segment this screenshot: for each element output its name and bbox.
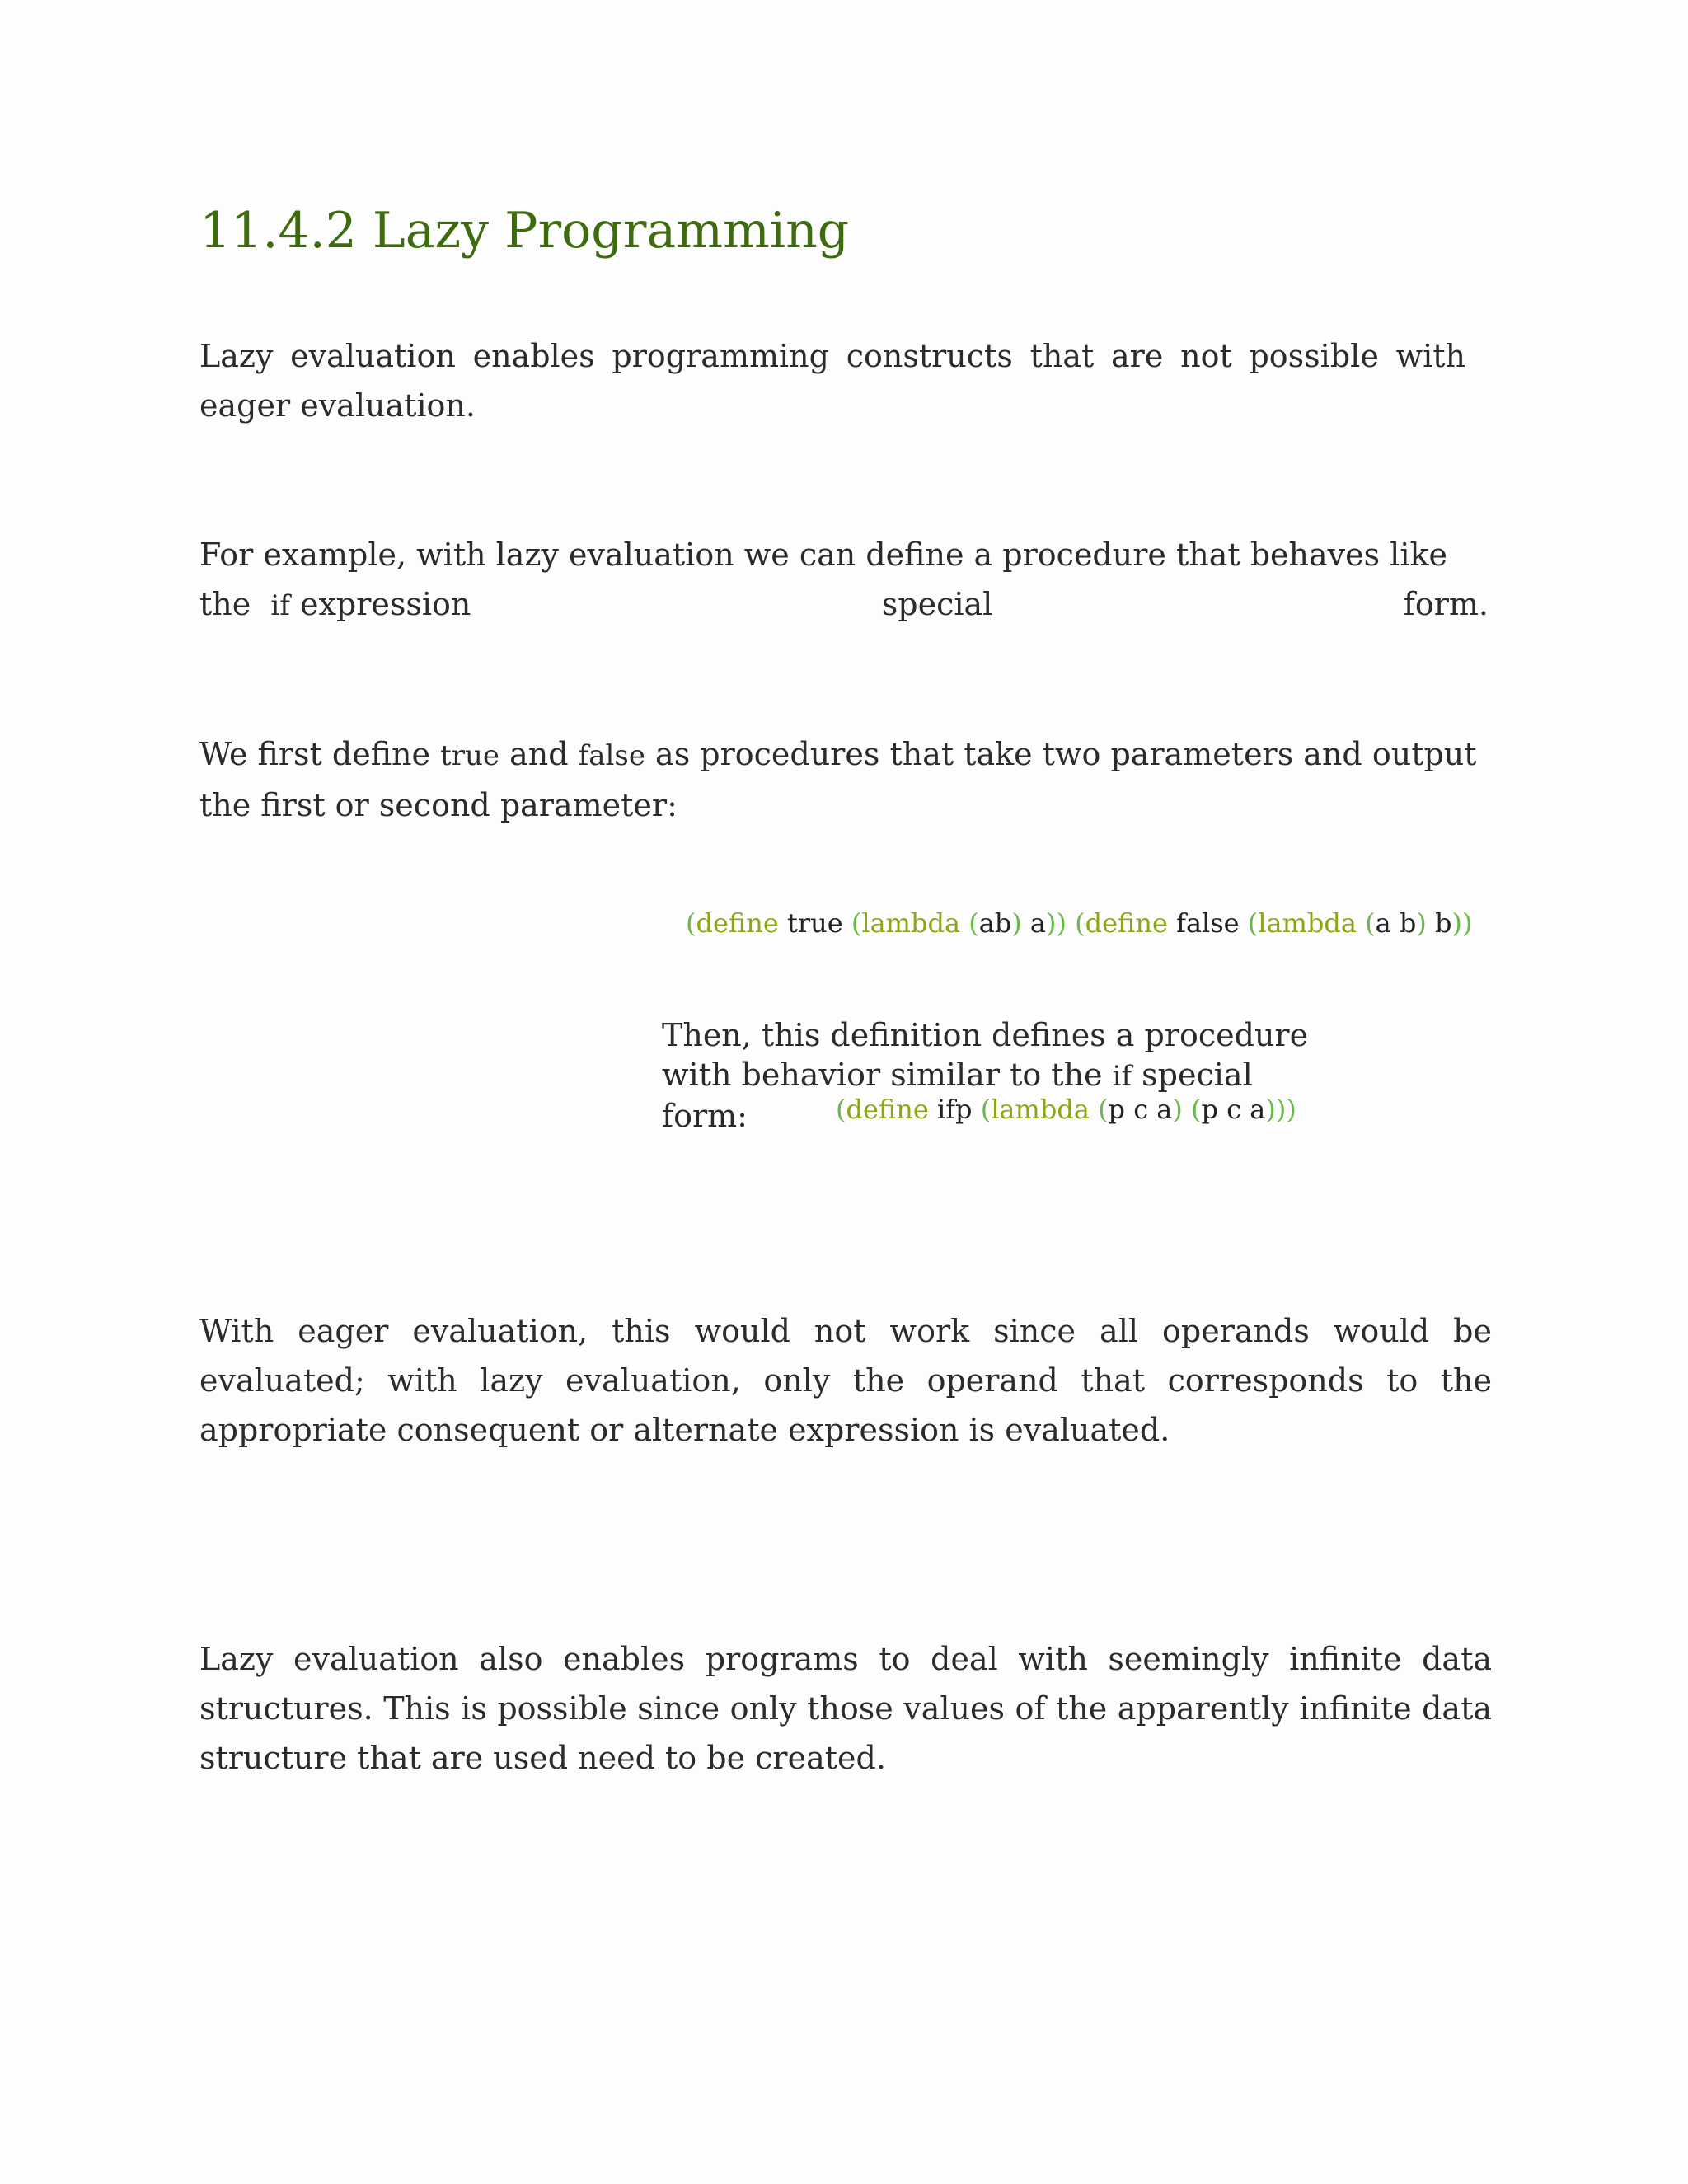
code-keyword: lambda bbox=[991, 1094, 1090, 1125]
code-space bbox=[960, 907, 968, 939]
section-heading: 11.4.2 Lazy Programming bbox=[199, 202, 850, 260]
code-identifier: p c a bbox=[1108, 1094, 1173, 1125]
code-paren: ( bbox=[686, 907, 696, 939]
code-space bbox=[1067, 907, 1075, 939]
code-identifier: a bbox=[1021, 907, 1046, 939]
code-paren: ) bbox=[1416, 907, 1427, 939]
paragraph-line bbox=[199, 579, 1489, 630]
inline-code-if: if bbox=[1112, 1060, 1132, 1093]
code-paren: ( bbox=[1365, 907, 1376, 939]
code-space bbox=[1183, 1094, 1191, 1125]
paragraph-if-example bbox=[199, 530, 1489, 630]
code-identifier: a b bbox=[1375, 907, 1417, 939]
text-span: the bbox=[199, 586, 251, 622]
code-space bbox=[1090, 1094, 1098, 1125]
text-span: and bbox=[499, 736, 579, 772]
paragraph-word: special bbox=[881, 586, 993, 622]
code-paren: ) bbox=[1011, 907, 1022, 939]
code-keyword: define bbox=[696, 907, 779, 939]
paragraph-lazy-constructs: Lazy evaluation enables programming constructs that are not possible with eager evaluation. bbox=[199, 338, 1465, 424]
text-span: Then, this definition defines a procedure with behavior similar to the bbox=[662, 1017, 1309, 1093]
text-span: as procedures that take two parameters and output the first or second parameter: bbox=[199, 736, 1477, 823]
code-paren: ( bbox=[980, 1094, 992, 1125]
code-keyword: define bbox=[846, 1094, 929, 1125]
code-keyword: lambda bbox=[861, 907, 961, 939]
text-span: expression bbox=[299, 586, 471, 622]
code-paren: )) bbox=[1045, 907, 1067, 939]
code-paren: ( bbox=[836, 1094, 846, 1125]
paragraph-word bbox=[199, 579, 471, 630]
code-identifier: false bbox=[1167, 907, 1248, 939]
code-block-ifp bbox=[836, 1093, 1296, 1126]
code-paren: ( bbox=[851, 907, 862, 939]
code-keyword: lambda bbox=[1258, 907, 1357, 939]
code-identifier: true bbox=[778, 907, 851, 939]
code-space bbox=[1357, 907, 1365, 939]
paragraph-true-false bbox=[199, 729, 1492, 830]
code-identifier: p c a bbox=[1201, 1094, 1266, 1125]
code-identifier: b bbox=[1426, 907, 1452, 939]
paragraph-word: form. bbox=[1403, 586, 1489, 622]
paragraph-line: For example, with lazy evaluation we can define a procedure that behaves like bbox=[199, 537, 1448, 573]
code-paren: ( bbox=[968, 907, 979, 939]
code-paren: ( bbox=[1247, 907, 1259, 939]
paragraph-eager-vs-lazy: With eager evaluation, this would not work since all operands would be evaluated; with lazy evaluation, only the operand that corresponds to the appropriate consequent or alternate expression is evaluated. bbox=[199, 1313, 1492, 1448]
code-paren: ))) bbox=[1265, 1094, 1296, 1125]
code-paren: )) bbox=[1451, 907, 1473, 939]
code-keyword: define bbox=[1085, 907, 1168, 939]
code-paren: ) bbox=[1172, 1094, 1183, 1125]
text-span: special form: bbox=[662, 1057, 1253, 1134]
text-span: We first define bbox=[199, 736, 441, 772]
paragraph-infinite-structures: Lazy evaluation also enables programs to deal with seemingly infinite data structures. This is possible since only those values of the apparently infinite data structure that are used need to be created. bbox=[199, 1641, 1492, 1776]
code-paren: ( bbox=[1075, 907, 1085, 939]
inline-code-if: if bbox=[270, 589, 290, 622]
code-identifier: ab bbox=[978, 907, 1012, 939]
inline-code-true: true bbox=[440, 739, 500, 772]
code-paren: ( bbox=[1191, 1094, 1202, 1125]
code-block-true-false bbox=[686, 907, 1472, 940]
code-paren: ( bbox=[1098, 1094, 1109, 1125]
code-identifier: ifp bbox=[928, 1094, 981, 1125]
inline-code-false: false bbox=[578, 739, 645, 772]
